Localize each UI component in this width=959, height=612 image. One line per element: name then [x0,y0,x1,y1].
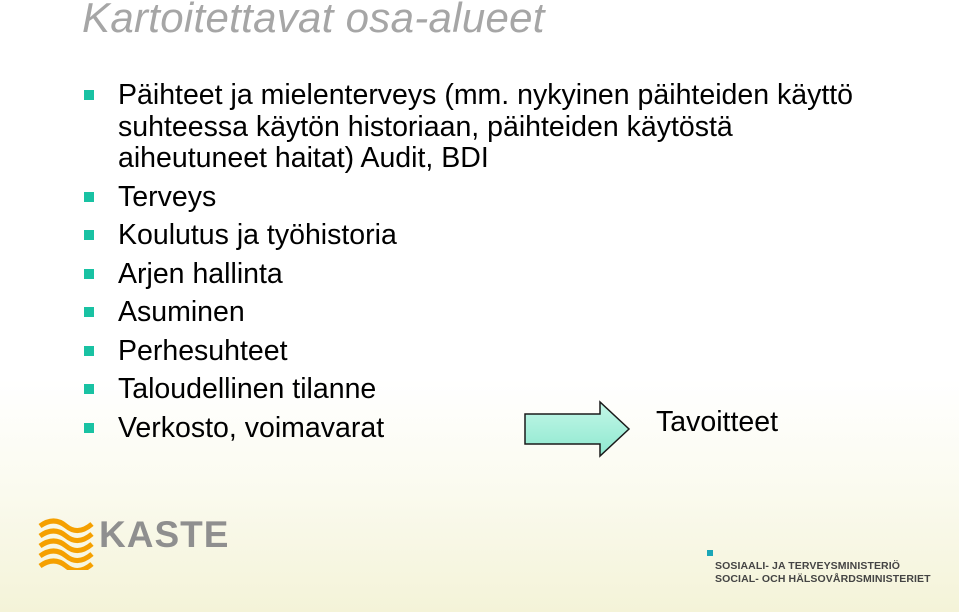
square-bullet-icon [84,307,94,317]
bullet-text: Terveys [118,180,217,213]
kaste-wave-logo [38,514,94,570]
kaste-logo-text: KASTE [99,514,230,555]
ministry-dot-icon [707,550,713,556]
bullet-item [82,259,872,291]
bullet-text: Asuminen [118,296,245,328]
bullet-item [82,220,872,252]
bullet-item [82,336,872,368]
ministry-name-fi: SOSIAALI- JA TERVEYSMINISTERIÖ [715,560,901,572]
bullet-list [82,80,872,451]
square-bullet-icon [84,230,94,240]
square-bullet-icon [84,384,94,394]
bullet-item [82,80,872,175]
bullet-text: Päihteet ja mielenterveys (mm. nykyinen päihteiden käyttö suhteessa käytön historiaan, päihteiden käytöstä aiheutuneet haitat) Audit, BDI [118,79,854,174]
bullet-text: Arjen hallinta [118,257,283,290]
right-arrow-icon [522,400,632,458]
bullet-item [82,374,872,406]
bullet-text: Koulutus ja työhistoria [118,219,397,251]
square-bullet-icon [84,192,94,202]
bullet-item [82,182,872,214]
slide-title: Kartoitettavat osa-alueet [82,0,545,41]
square-bullet-icon [84,346,94,356]
bullet-text: Taloudellinen tilanne [118,373,377,405]
square-bullet-icon [84,423,94,433]
goals-label: Tavoitteet [656,406,778,438]
bullet-text: Verkosto, voimavarat [118,411,385,444]
ministry-name-sv: SOCIAL- OCH HÄLSOVÅRDSMINISTERIET [715,573,931,585]
square-bullet-icon [84,269,94,279]
bullet-item [82,297,872,329]
square-bullet-icon [84,90,94,100]
bullet-text: Perhesuhteet [118,334,288,367]
